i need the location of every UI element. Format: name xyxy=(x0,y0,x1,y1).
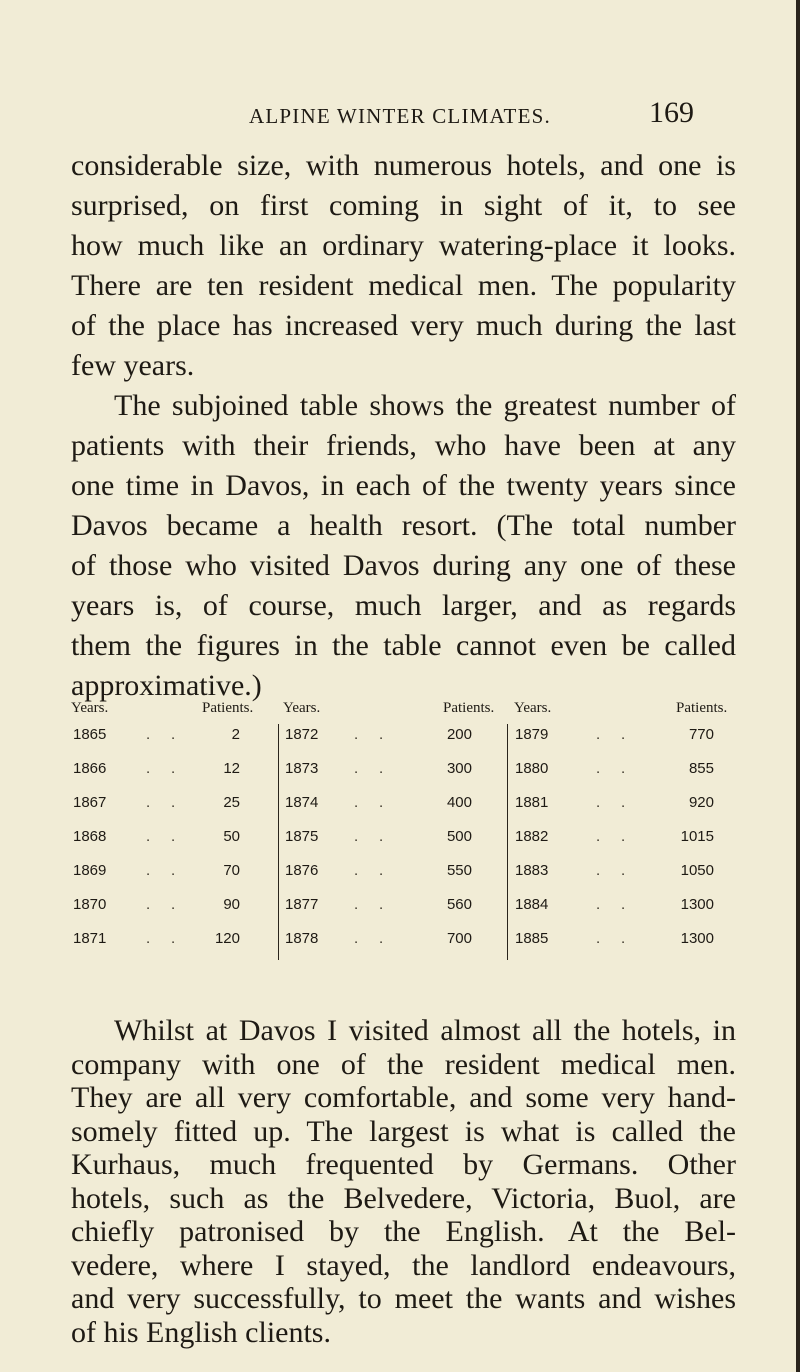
paragraph-line: chiefly patronised by the English. At the Bel- xyxy=(71,1215,736,1248)
paragraph-line: The subjoined table shows the greatest number of xyxy=(114,389,736,422)
paragraph-line: of those who visited Davos during any one of these xyxy=(71,549,736,582)
paragraph-line: few years. xyxy=(71,349,195,382)
table-cell-year: 1871 xyxy=(73,930,107,947)
leader-dots: . . xyxy=(596,726,626,743)
table-cell-year: 1870 xyxy=(73,896,107,913)
table-cell-patients: 700 xyxy=(446,930,472,947)
leader-dots: . . xyxy=(146,726,176,743)
paragraph-line: them the figures in the table cannot even be called xyxy=(71,629,736,662)
table-cell-patients: 1300 xyxy=(680,930,714,947)
table-cell-year: 1866 xyxy=(73,760,107,777)
table-cell-patients: 12 xyxy=(223,760,240,777)
table-cell-year: 1882 xyxy=(515,828,549,845)
leader-dots: . . xyxy=(354,760,384,777)
table-cell-patients: 920 xyxy=(688,794,714,811)
paragraph-line: and very successfully, to meet the wants and wishes xyxy=(71,1282,736,1315)
table-cell-patients: 550 xyxy=(446,862,472,879)
paragraph-line: one time in Davos, in each of the twenty years since xyxy=(71,469,736,502)
running-title: ALPINE WINTER CLIMATES. xyxy=(249,104,551,128)
leader-dots: . . xyxy=(354,930,384,947)
paragraph-line: approximative.) xyxy=(71,669,262,702)
paragraph-line: of the place has increased very much during the last xyxy=(71,309,736,342)
paragraph-line: years is, of course, much larger, and as regards xyxy=(71,589,736,622)
paragraph-line: vedere, where I stayed, the landlord endeavours, xyxy=(71,1248,736,1282)
table-cell-year: 1883 xyxy=(515,862,549,879)
leader-dots: . . xyxy=(596,794,626,811)
table-cell-year: 1878 xyxy=(285,930,319,947)
table-cell-year: 1874 xyxy=(285,794,319,811)
table-cell-year: 1884 xyxy=(515,896,549,913)
table-cell-patients: 120 xyxy=(214,930,240,947)
leader-dots: . . xyxy=(596,862,626,879)
paragraph-line: hotels, such as the Belvedere, Victoria, Buol, are xyxy=(71,1181,736,1215)
leader-dots: . . xyxy=(146,896,176,913)
table-header-years: Years. xyxy=(514,700,552,716)
paragraph-line: surprised, on first coming in sight of it, to see xyxy=(71,189,736,222)
table-cell-patients: 1015 xyxy=(680,828,714,845)
paragraph-line: There are ten resident medical men. The popularity xyxy=(71,269,736,302)
paragraph-line: They are all very comfortable, and some very hand- xyxy=(71,1081,736,1114)
table-cell-patients: 770 xyxy=(688,726,714,743)
column-divider xyxy=(278,724,279,960)
table-cell-year: 1865 xyxy=(73,726,107,743)
table-cell-year: 1877 xyxy=(285,896,319,913)
table-cell-patients: 400 xyxy=(446,794,472,811)
page-edge xyxy=(796,0,800,1372)
table-cell-patients: 50 xyxy=(223,828,240,845)
table-cell-patients: 25 xyxy=(223,794,240,811)
leader-dots: . . xyxy=(354,862,384,879)
paragraph-line: Kurhaus, much frequented by Germans. Other xyxy=(71,1148,736,1181)
leader-dots: . . xyxy=(596,828,626,845)
leader-dots: . . xyxy=(146,828,176,845)
leader-dots: . . xyxy=(596,896,626,913)
table-cell-patients: 1300 xyxy=(680,896,714,913)
leader-dots: . . xyxy=(146,794,176,811)
table-cell-year: 1872 xyxy=(285,726,319,743)
page-number: 169 xyxy=(649,96,694,129)
table-cell-year: 1885 xyxy=(515,930,549,947)
leader-dots: . . xyxy=(596,930,626,947)
patients-table xyxy=(0,700,800,1000)
table-cell-year: 1873 xyxy=(285,760,319,777)
table-cell-year: 1868 xyxy=(73,828,107,845)
paragraph-line: company with one of the resident medical men. xyxy=(71,1047,736,1081)
table-cell-patients: 90 xyxy=(223,896,240,913)
table-cell-patients: 200 xyxy=(446,726,472,743)
paragraph-line: considerable size, with numerous hotels, and one is xyxy=(71,149,736,182)
paragraph-line: somely fitted up. The largest is what is called the xyxy=(71,1114,736,1148)
leader-dots: . . xyxy=(596,760,626,777)
running-head xyxy=(0,96,800,136)
table-cell-patients: 2 xyxy=(231,726,240,743)
paragraph-line: patients with their friends, who have been at any xyxy=(71,429,736,462)
table-cell-year: 1879 xyxy=(515,726,549,743)
table-cell-patients: 855 xyxy=(688,760,714,777)
table-cell-patients: 1050 xyxy=(680,862,714,879)
paragraph-line: how much like an ordinary watering-place it looks. xyxy=(71,229,736,262)
leader-dots: . . xyxy=(146,930,176,947)
table-header-years: Years. xyxy=(283,700,321,716)
table-header-patients: Patients. xyxy=(202,700,254,716)
leader-dots: . . xyxy=(354,726,384,743)
paragraph-line: of his English clients. xyxy=(71,1315,331,1349)
leader-dots: . . xyxy=(354,794,384,811)
table-header-patients: Patients. xyxy=(443,700,495,716)
column-divider xyxy=(507,724,508,960)
table-cell-patients: 70 xyxy=(223,862,240,879)
leader-dots: . . xyxy=(354,896,384,913)
table-cell-patients: 300 xyxy=(446,760,472,777)
table-cell-year: 1881 xyxy=(515,794,549,811)
table-cell-year: 1876 xyxy=(285,862,319,879)
leader-dots: . . xyxy=(354,828,384,845)
table-cell-patients: 560 xyxy=(446,896,472,913)
table-cell-year: 1880 xyxy=(515,760,549,777)
leader-dots: . . xyxy=(146,760,176,777)
table-cell-year: 1875 xyxy=(285,828,319,845)
table-header-patients: Patients. xyxy=(676,700,728,716)
paragraph-line: Davos became a health resort. (The total number xyxy=(71,509,736,542)
leader-dots: . . xyxy=(146,862,176,879)
table-cell-year: 1867 xyxy=(73,794,107,811)
paragraph-line: Whilst at Davos I visited almost all the hotels, in xyxy=(114,1014,736,1047)
table-cell-year: 1869 xyxy=(73,862,107,879)
table-cell-patients: 500 xyxy=(446,828,472,845)
table-header-years: Years. xyxy=(71,700,109,716)
